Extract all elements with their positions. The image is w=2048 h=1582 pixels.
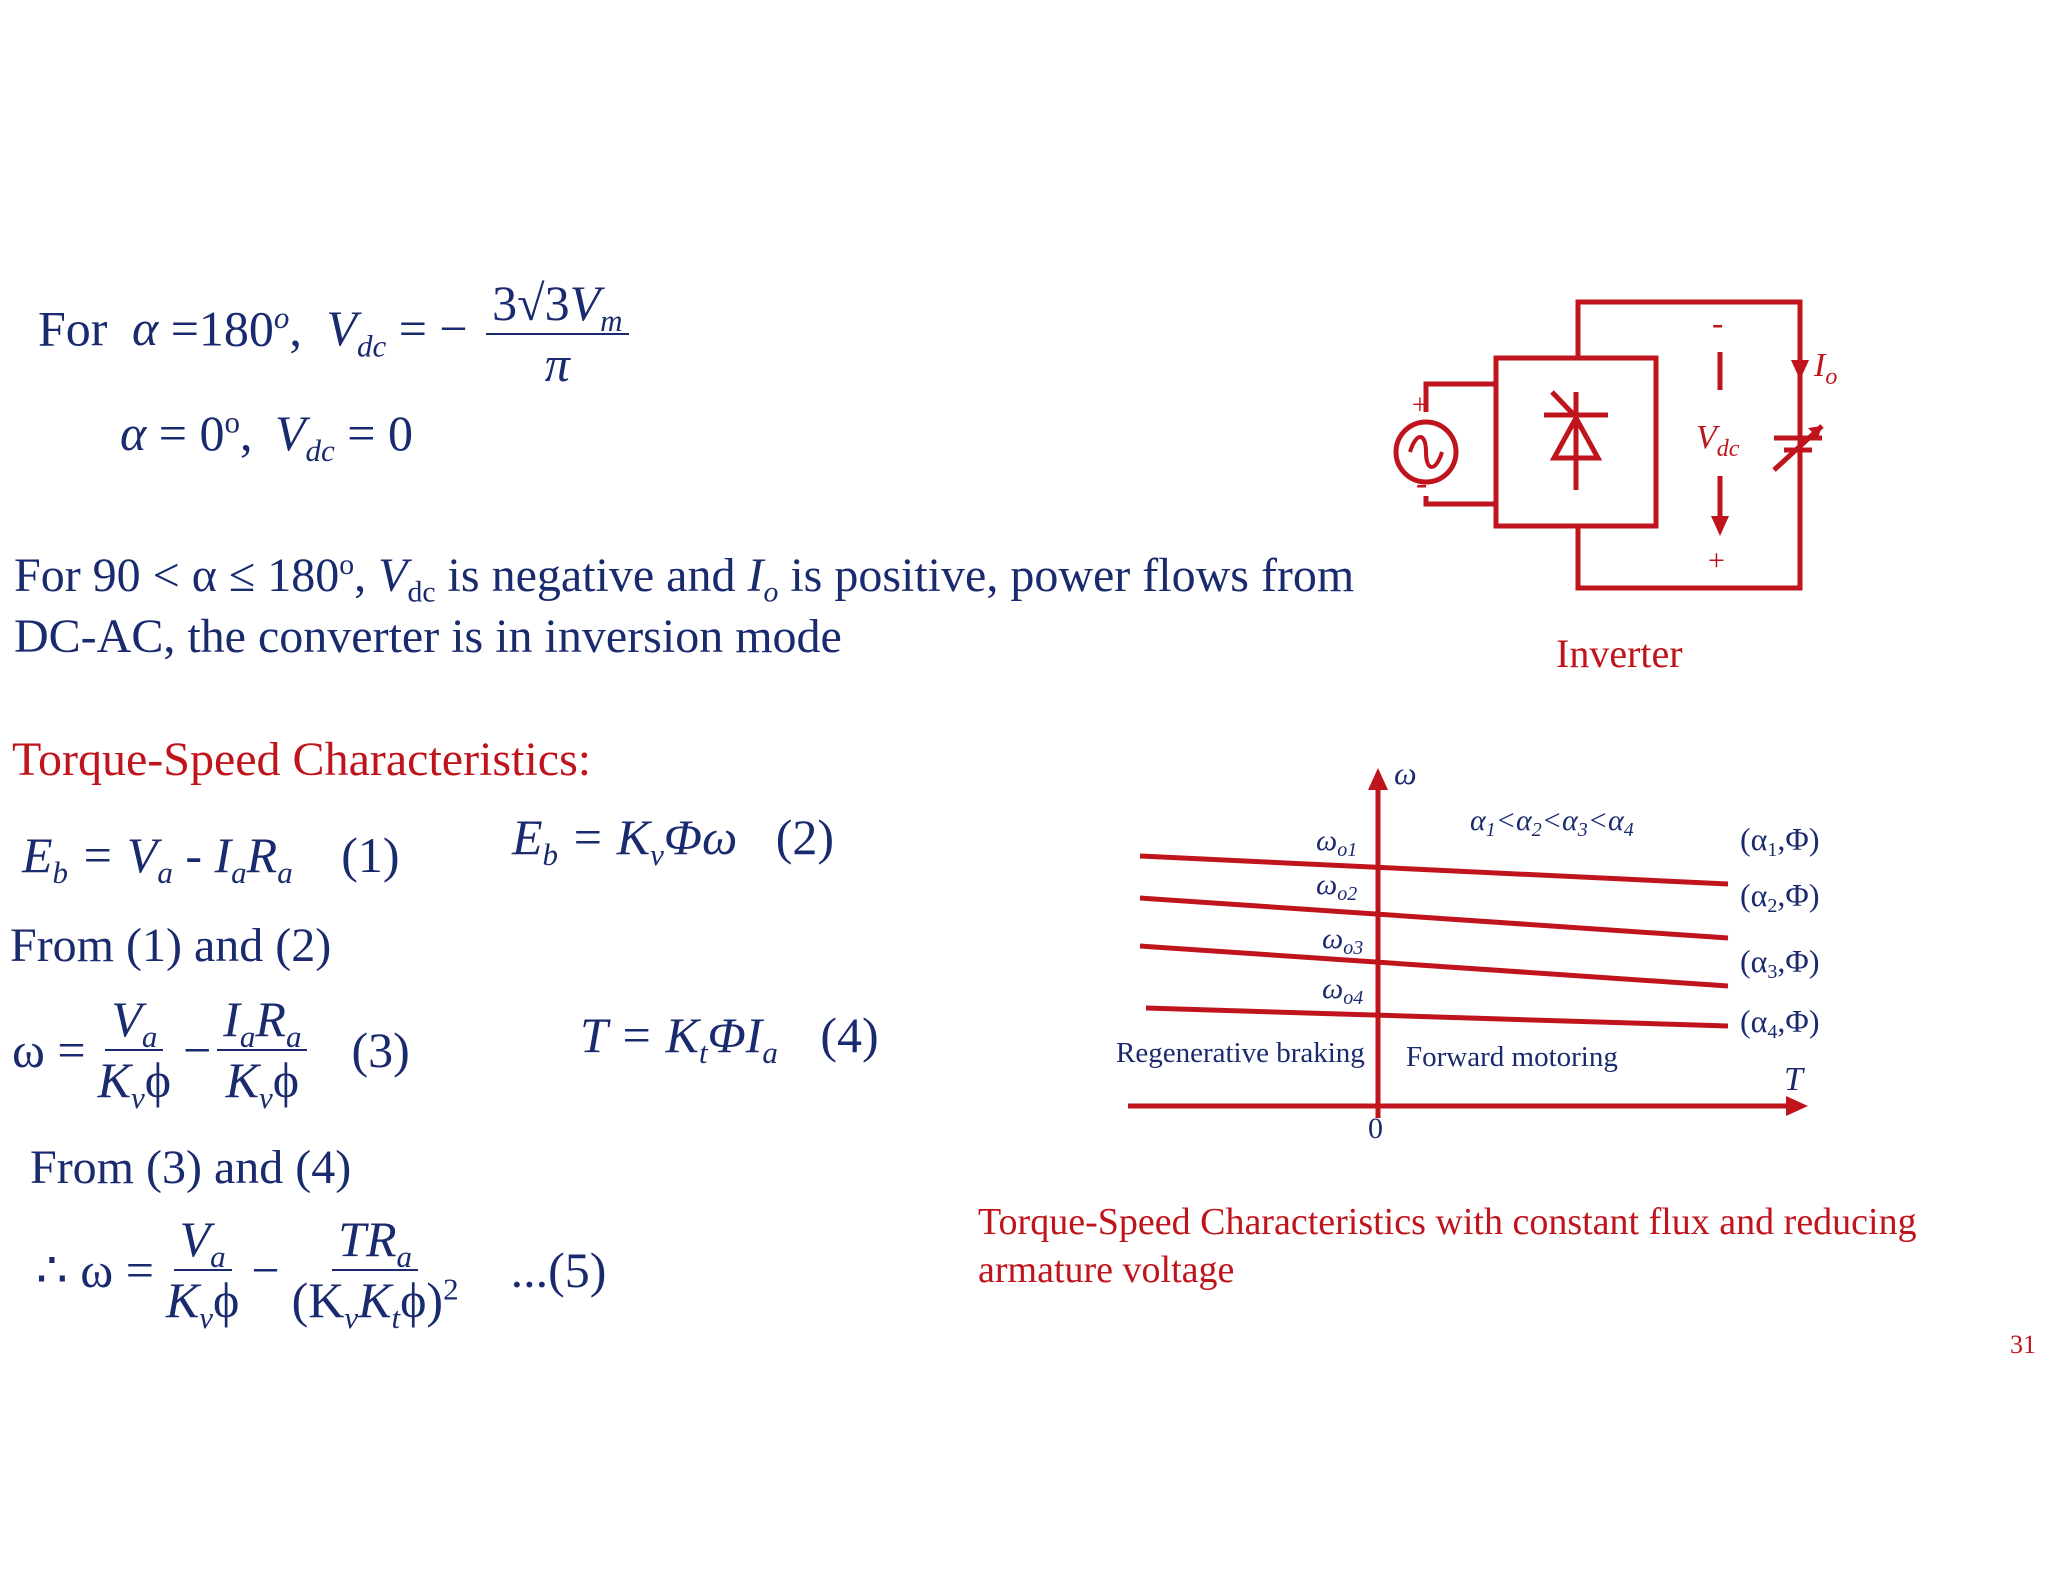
equation-5: ∴ ω = $\frac{V_a}{K_v\phi}$ − $\frac{TR_a}{(K_vK_t\phi)^2}$ ...(5) <box>36 1211 607 1335</box>
equation-2: $E_b = K_v\Phi\omega$ (2) <box>512 809 835 872</box>
series-label-alpha-4: (α4,Φ) <box>1740 1003 1820 1043</box>
source-plus-sign: + <box>1412 390 1428 421</box>
speed-label-o2: $\omega_{o2}$ <box>1316 868 1358 905</box>
source-wire-bottom <box>1426 496 1496 504</box>
fraction-3root3vm-over-pi: $\frac{3√3V_m}{\pi}$ <box>486 276 628 392</box>
chart-caption-line-1: Torque-Speed Characteristics with constant flux and reducing <box>978 1201 1917 1243</box>
page-number: 31 <box>2010 1330 2036 1359</box>
fraction-iara-over-kvphi: $\frac{I_aR_a}{K_v\phi}$ <box>217 992 307 1108</box>
fraction-va-over-kvphi: $\frac{V_a}{K_v\phi}$ <box>97 991 172 1115</box>
speed-line-alpha-2 <box>1140 898 1728 938</box>
sine-wave-icon <box>1410 437 1442 467</box>
circuit-wire-top <box>1578 302 1800 588</box>
series-label-alpha-2: (α2,Φ) <box>1740 877 1820 917</box>
io-arrow-head <box>1791 360 1809 380</box>
from-3-and-4: From (3) and (4) <box>30 1141 352 1194</box>
vdc-plus-sign: + <box>1708 544 1725 577</box>
equation-alpha-0: $\alpha = 0^o$, $V_{dc} = 0$ <box>120 404 413 468</box>
inversion-text-line-2: DC-AC, the converter is in inversion mode <box>14 610 842 663</box>
origin-label: 0 <box>1368 1112 1383 1145</box>
speed-line-alpha-1 <box>1140 856 1728 884</box>
torque-axis-label: T <box>1784 1061 1803 1098</box>
inverter-circuit-diagram <box>1340 290 1860 610</box>
source-minus-sign: - <box>1416 465 1428 502</box>
torque-axis-arrow <box>1786 1096 1808 1116</box>
omega-axis-label: ω <box>1394 755 1417 791</box>
vdc-minus-sign: - <box>1712 305 1724 342</box>
vdc-label: $V_{dc}$ <box>1696 419 1740 462</box>
torque-speed-chart <box>1100 750 1860 1150</box>
equation-4: $T = K_t\Phi I_a$ (4) <box>580 1007 879 1070</box>
region-regenerative-braking: Regenerative braking <box>1116 1037 1365 1069</box>
chart-caption-line-2: armature voltage <box>978 1249 1235 1291</box>
equation-1: $E_b = V_a - I_aR_a$ (1) <box>22 827 400 890</box>
from-1-and-2: From (1) and (2) <box>10 919 332 972</box>
equation-3: ω = $\frac{V_a}{K_v\phi}$ − $\frac{I_aR_a}{K_v\phi}$ (3) <box>12 991 410 1115</box>
fraction-tra-over-kvktphi-squared: $\frac{TR_a}{(K_vK_t\phi)^2}$ <box>291 1211 459 1335</box>
speed-label-o3: $\omega_{o3}$ <box>1322 922 1364 959</box>
series-label-alpha-1: (α1,Φ) <box>1740 821 1820 861</box>
speed-label-o4: $\omega_{o4}$ <box>1322 972 1364 1009</box>
fraction-va-over-kvphi-2: $\frac{V_a}{K_v\phi}$ <box>165 1211 240 1335</box>
speed-line-alpha-3 <box>1140 946 1728 986</box>
alpha-order-label: $\alpha_1<\alpha_2<\alpha_3<\alpha_4$ <box>1470 804 1634 841</box>
inversion-text-line-1: For $90 < \alpha \le 180^o$, $V_{dc}$ is negative and $I_o$ is positive, power flows from <box>14 548 1355 609</box>
io-label: $I_o$ <box>1814 347 1838 390</box>
torque-speed-heading: Torque-Speed Characteristics: <box>12 733 592 786</box>
series-label-alpha-3: (α3,Φ) <box>1740 943 1820 983</box>
source-wire-top <box>1426 384 1496 412</box>
speed-line-alpha-4 <box>1146 1008 1728 1026</box>
inverter-label: Inverter <box>1556 631 1683 676</box>
vdc-arrow-head <box>1711 516 1729 536</box>
region-forward-motoring: Forward motoring <box>1406 1041 1618 1073</box>
speed-label-o1: $\omega_{o1}$ <box>1316 824 1358 861</box>
omega-axis-arrow <box>1368 768 1388 790</box>
equation-alpha-180: For $\alpha =180^o$, $V_{dc}$ = − $\frac{3√3V_m}{\pi}$ <box>38 276 635 392</box>
eq-for-label: For <box>38 300 108 357</box>
